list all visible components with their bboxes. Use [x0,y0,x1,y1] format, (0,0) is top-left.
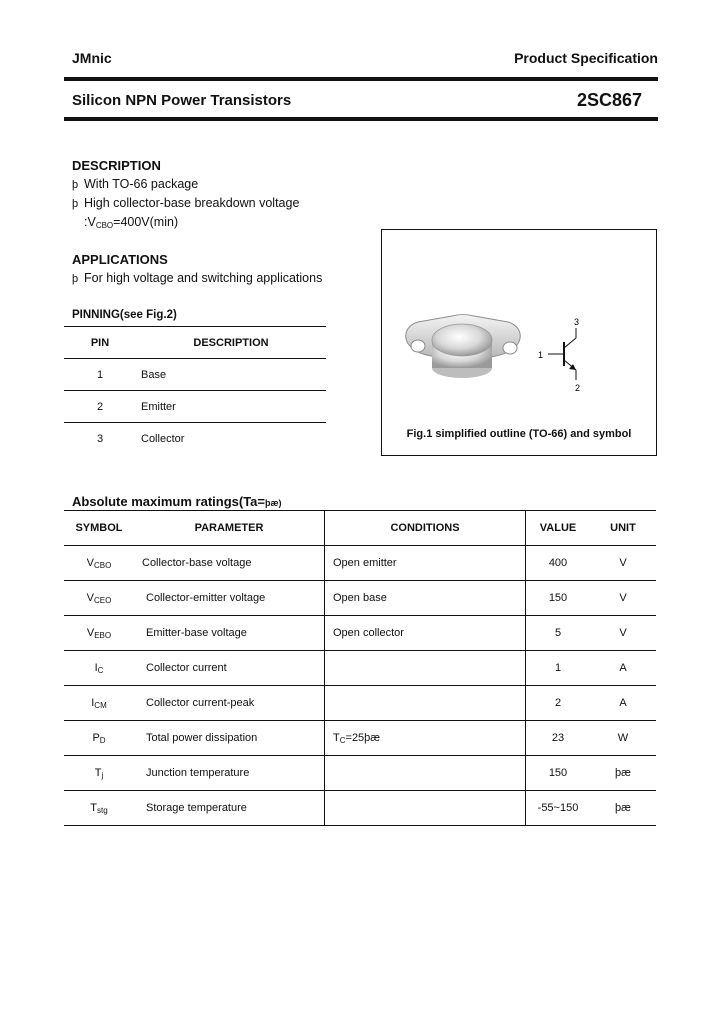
symbol-cell: $I_C$ [64,651,134,686]
unit-cell: A [590,651,656,686]
unit-cell: W [590,721,656,756]
value-cell: 1 [526,651,591,686]
unit-cell: A [590,686,656,721]
table-row [64,651,656,686]
company-name: JMnic [72,50,112,66]
value-cell: 400 [526,546,591,581]
description-heading: DESCRIPTION [72,158,161,173]
ratings-heading-suffix: þæ) [265,498,282,508]
cap-top [432,324,492,356]
pin-description: Emitter [136,391,326,423]
pin-col-header: PIN [64,327,136,359]
part-number: 2SC867 [576,90,642,110]
pin-description: Base [136,359,326,391]
application-item-text: For high voltage and switching applications [84,271,323,285]
value-cell: 150 [526,581,591,616]
parameter-cell: Collector-emitter voltage [134,581,325,616]
conditions-cell [325,686,526,721]
table-row [64,359,326,391]
application-item [72,271,322,285]
bullet-icon: þ [72,179,79,191]
bullet-icon: þ [72,198,79,210]
value-cell: -55~150 [526,791,591,826]
pinning-heading: PINNING(see Fig.2) [72,309,177,321]
parameter-cell: Storage temperature [134,791,325,826]
pin-description: Collector [141,432,185,445]
parameter-cell: Emitter-base voltage [134,616,325,651]
mount-hole-right [503,342,517,354]
symbol-cell: $T_{stg}$ [64,791,134,826]
table-row [64,423,326,455]
table-row [64,791,656,826]
description-item [72,196,299,210]
table-row [64,616,656,651]
unit-cell: V [590,581,656,616]
col-conditions: CONDITIONS [325,511,526,546]
col-symbol: SYMBOL [64,511,134,546]
symbol-cell: $P_D$ [64,721,134,756]
vcbo-prefix: :V [84,215,96,229]
parameter-cell: Total power dissipation [134,721,325,756]
ratings-header-row [64,511,656,546]
value-cell: 5 [526,616,591,651]
conditions-cell [325,791,526,826]
title-rule [64,117,658,121]
parameter-cell: Collector current-peak [134,686,325,721]
conditions-cell: Open collector [325,616,526,651]
ratings-table [64,510,656,826]
unit-cell: þæ [590,791,656,826]
conditions-cell: $T_C=25þæ$ [325,721,526,756]
pinning-table [64,326,326,454]
table-row [64,721,656,756]
parameter-cell: Collector-base voltage [134,546,325,581]
ratings-heading [72,494,282,509]
description-item-text: With TO-66 package [84,177,199,191]
col-value: VALUE [526,511,591,546]
pinning-header-row [64,327,326,359]
transistor-symbol-icon [532,314,602,394]
value-cell: 23 [526,721,591,756]
symbol-cell: $V_{EBO}$ [64,616,134,651]
pin-number: 2 [64,391,136,423]
pin-label-base: 1 [538,350,544,360]
conditions-cell [325,651,526,686]
header-rule [64,77,658,81]
conditions-cell: Open emitter [325,546,526,581]
description-item [72,177,198,191]
unit-cell: þæ [590,756,656,791]
col-unit: UNIT [590,511,656,546]
ratings-heading-text: Absolute maximum ratings(Ta= [72,494,265,509]
table-row [64,581,656,616]
page-title: Silicon NPN Power Transistors [72,92,292,109]
pin-label-emitter: 2 [575,383,581,393]
doc-type: Product Specification [514,50,658,66]
table-row [64,391,326,423]
bullet-icon: þ [72,273,79,285]
pin-number: 3 [96,432,104,445]
applications-heading: APPLICATIONS [72,252,168,267]
symbol-cell: $I_{CM}$ [64,686,134,721]
vcbo-value: =400V(min) [113,215,179,229]
parameter-cell: Collector current [134,651,325,686]
to66-package-image [382,230,656,430]
conditions-cell: Open base [325,581,526,616]
symbol-cell: $V_{CBO}$ [64,546,134,581]
value-cell: 150 [526,756,591,791]
pin-number: 1 [64,359,136,391]
col-parameter: PARAMETER [134,511,325,546]
figure-box [381,229,657,456]
vcbo-sub: CBO [95,221,114,230]
table-row [64,686,656,721]
description-item-text: High collector-base breakdown voltage [84,196,300,210]
desc-col-header: DESCRIPTION [136,327,326,359]
symbol-cell: $V_{CEO}$ [64,581,134,616]
table-row [64,546,656,581]
value-cell: 2 [526,686,591,721]
table-row [64,756,656,791]
symbol-cell: $T_j$ [64,756,134,791]
figure-caption: Fig.1 simplified outline (TO-66) and symbol [406,428,632,440]
parameter-cell: Junction temperature [134,756,325,791]
conditions-cell [325,756,526,791]
unit-cell: V [590,546,656,581]
collector-line [564,338,576,348]
pin-label-collector: 3 [574,317,580,327]
vcbo-spec [84,215,178,230]
mount-hole-left [411,340,425,352]
unit-cell: V [590,616,656,651]
